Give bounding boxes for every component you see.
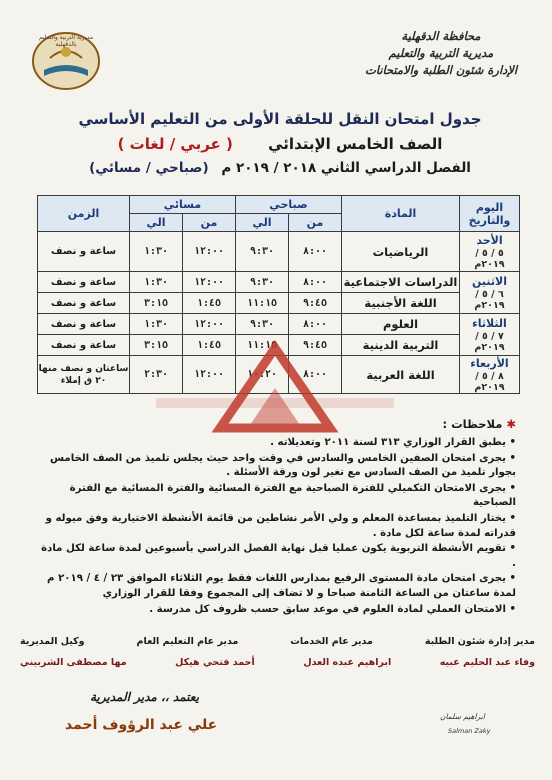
duration-cell: ساعة و نصف: [38, 335, 130, 356]
watermark-logo: [150, 340, 400, 435]
day-date: ٨ / ٥ / ٢٠١٩م: [474, 370, 505, 393]
duration-cell: ساعة و نصف: [38, 293, 130, 314]
duration-cell: ساعة و نصف: [38, 272, 130, 293]
morning-to-cell: ١٠:٢٠: [236, 356, 289, 394]
note-text: يطبق القرار الوزاري ٣١٣ لسنة ٢٠١١ وتعديلاته .: [270, 437, 506, 448]
evening-to-cell: ١:٣٠: [130, 314, 183, 335]
note-item: • يجرى امتحان الصفين الخامس والسادس في وقت واحد حيث يجلس تلميذ من الصف الخامس بجوار تلميذ من الصف السادس مع تغير لون ورقة الأسئلة .: [49, 452, 516, 479]
note-text: الامتحان العملي لمادة العلوم في موعد سابق حسب ظروف كل مدرسة .: [149, 603, 506, 615]
evening-from-cell: ١٢:٠٠: [183, 356, 236, 394]
day-name: الاثنين: [472, 274, 507, 288]
note-text: يجرى امتحان الصفين الخامس والسادس في وقت واحد حيث يجلس تلميذ من الصف الخامس بجوار تلميذ من الصف السادس مع تغير لون ورقة الأسئلة .: [49, 452, 516, 479]
ministry-line-1: محافظة الدقهلية: [401, 29, 481, 43]
morning-to-cell: ٩:٣٠: [236, 314, 289, 335]
table-header-row: [38, 196, 520, 214]
evening-to-cell: ٣:١٥: [130, 335, 183, 356]
morning-from-cell: ٩:٤٥: [289, 293, 342, 314]
day-name: الأربعاء: [470, 356, 509, 370]
evening-to-cell: ٢:٣٠: [130, 356, 183, 394]
note-item: • يجرى امتحان مادة المستوى الرفيع بمدارس اللغات فقط يوم الثلاثاء الموافق ٢٣ / ٤ / ٢٠١٩ م لمدة ساعتان من الساعة الثامنة صباحا و لا تضاف إلى المجموع وفقا للقرار الوزاري: [47, 573, 516, 599]
note-item: • يختار التلميذ بمساعدة المعلم و ولي الأمر نشاطين من قائمة الأنشطة الاختيارية وفق ميوله و قدراته لمدة ساعة لكل مادة .: [45, 512, 516, 539]
evening-from-cell: ١:٤٥: [183, 335, 236, 356]
header-morning-to: الي: [236, 214, 289, 232]
evening-to-cell: ١:٣٠: [130, 232, 183, 272]
term-line: [60, 160, 500, 176]
day-cell: [460, 272, 520, 314]
evening-from-cell: ١:٤٥: [183, 293, 236, 314]
grade-title: الصف الخامس الإبتدائي: [268, 135, 443, 153]
signature-title: وكيل المديرية: [20, 636, 85, 647]
notes-list: [38, 436, 516, 618]
duration-cell: ساعتان و نصف منها ٢٠ ق إملاء: [38, 356, 130, 394]
note-text: يختار التلميذ بمساعدة المعلم و ولي الأمر نشاطين من قائمة الأنشطة الاختيارية وفق ميوله و قدراته لمدة ساعة لكل مادة .: [45, 512, 516, 539]
signature-titles: [20, 636, 535, 647]
note-text: تقويم الأنشطة التربوية يكون عمليا قبل نهاية الفصل الدراسي بأسبوعين لمدة ساعة لكل مادة .: [41, 543, 516, 569]
signature-name: وفاء عبد الحليم عبيه: [439, 657, 535, 668]
evening-to-cell: ٣:١٥: [130, 293, 183, 314]
header-morning: صباحي: [236, 196, 342, 214]
header-evening-to: الي: [130, 214, 183, 232]
ministry-header: [356, 28, 526, 79]
header-day-date: اليوم والتاريخ: [460, 196, 520, 232]
ministry-line-2: مديرية التربية والتعليم: [388, 46, 494, 60]
duration-cell: ساعة و نصف: [38, 232, 130, 272]
morning-to-cell: ١١:١٥: [236, 293, 289, 314]
header-duration: الزمن: [38, 196, 130, 232]
day-date: ٦ / ٥ / ٢٠١٩م: [474, 288, 505, 311]
morning-from-cell: ٨:٠٠: [289, 356, 342, 394]
day-cell: [460, 314, 520, 356]
signature-title: مدير عام التعليم العام: [136, 636, 239, 647]
signature-name: أحمد فتحي هيكل: [175, 657, 255, 668]
note-item: • الامتحان العملي لمادة العلوم في موعد سابق حسب ظروف كل مدرسة .: [149, 603, 516, 615]
evening-from-cell: ١٢:٠٠: [183, 314, 236, 335]
note-item: • يجرى الامتحان التكميلي للفترة الصباحية مع الفترة المسائية والفترة المسائية مع الفترة الصباحية: [69, 482, 516, 509]
morning-to-cell: ٩:٣٠: [236, 232, 289, 272]
subject-cell: العلوم: [342, 314, 460, 335]
note-text: يجرى الامتحان التكميلي للفترة الصباحية مع الفترة المسائية والفترة المسائية مع الفترة الصباحية: [69, 482, 516, 509]
header-morning-from: من: [289, 214, 342, 232]
author-signature-latin: Salman Zaky: [448, 727, 491, 735]
morning-from-cell: ٩:٤٥: [289, 335, 342, 356]
evening-from-cell: ١٢:٠٠: [183, 232, 236, 272]
morning-to-cell: ٩:٣٠: [236, 272, 289, 293]
morning-from-cell: ٨:٠٠: [289, 272, 342, 293]
star-icon: ✱: [506, 417, 516, 431]
subject-cell: التربية الدينية: [342, 335, 460, 356]
note-item: • تقويم الأنشطة التربوية يكون عمليا قبل نهاية الفصل الدراسي بأسبوعين لمدة ساعة لكل مادة .: [41, 543, 516, 569]
note-item: • يطبق القرار الوزاري ٣١٣ لسنة ٢٠١١ وتعديلاته .: [270, 437, 516, 448]
day-cell: [460, 232, 520, 272]
note-text: يجرى امتحان مادة المستوى الرفيع بمدارس اللغات فقط يوم الثلاثاء الموافق ٢٣ / ٤ / ٢٠١٩ م لمدة ساعتان من الساعة الثامنة صباحا و لا تضاف إلى المجموع وفقا للقرار الوزاري: [47, 573, 516, 599]
notes-heading: [443, 417, 516, 431]
table-row: [38, 272, 520, 293]
morning-to-cell: ١١:١٥: [236, 335, 289, 356]
morning-from-cell: ٨:٠٠: [289, 232, 342, 272]
header-evening-from: من: [183, 214, 236, 232]
morning-from-cell: ٨:٠٠: [289, 314, 342, 335]
day-date: ٧ / ٥ / ٢٠١٩م: [474, 330, 505, 353]
day-cell: [460, 356, 520, 394]
subject-cell: اللغة الأجنبية: [342, 293, 460, 314]
signature-title: مدير إدارة شئون الطلبة: [424, 636, 535, 647]
ministry-line-3: الإدارة شئون الطلبة والامتحانات: [364, 63, 518, 77]
signature-title: مدير عام الخدمات: [290, 636, 373, 647]
duration-cell: ساعة و نصف: [38, 314, 130, 335]
author-signature: ابراهيم سلمان: [440, 712, 485, 721]
day-date: ٥ / ٥ / ٢٠١٩م: [474, 247, 505, 270]
day-name: الأحد: [476, 233, 503, 247]
table-row: [38, 293, 520, 314]
table-row: [38, 232, 520, 272]
signature-names: [20, 657, 535, 668]
approval-line: يعتمد ،، مدير المديرية: [90, 690, 199, 704]
table-row: [38, 314, 520, 335]
subject-cell: اللغة العربية: [342, 356, 460, 394]
page-title: جدول امتحان النقل للحلقة الأولى من التعليم الأساسي: [78, 110, 482, 128]
shift-types: (صباحي / مسائي): [89, 160, 209, 176]
logo-caption: مديرية التربية والتعليم بالدقهلية: [38, 34, 94, 48]
director-name: علي عبد الرؤوف أحمد: [65, 717, 218, 733]
signature-name: مها مصطفى الشربيني: [20, 657, 127, 668]
evening-to-cell: ١:٣٠: [130, 272, 183, 293]
header-evening: مسائي: [130, 196, 236, 214]
language-track: ( عربي / لغات ): [117, 135, 233, 153]
header-subject: المادة: [342, 196, 460, 232]
grade-line: [60, 135, 500, 153]
term-title: الفصل الدراسي الثاني ٢٠١٨ / ٢٠١٩ م: [221, 160, 471, 176]
signature-name: ابراهيم عبده العدل: [303, 657, 392, 668]
evening-from-cell: ١٢:٠٠: [183, 272, 236, 293]
subject-cell: الدراسات الاجتماعية: [342, 272, 460, 293]
subject-cell: الرياضيات: [342, 232, 460, 272]
day-name: الثلاثاء: [472, 316, 507, 330]
notes-heading-label: ملاحظات :: [442, 417, 503, 431]
